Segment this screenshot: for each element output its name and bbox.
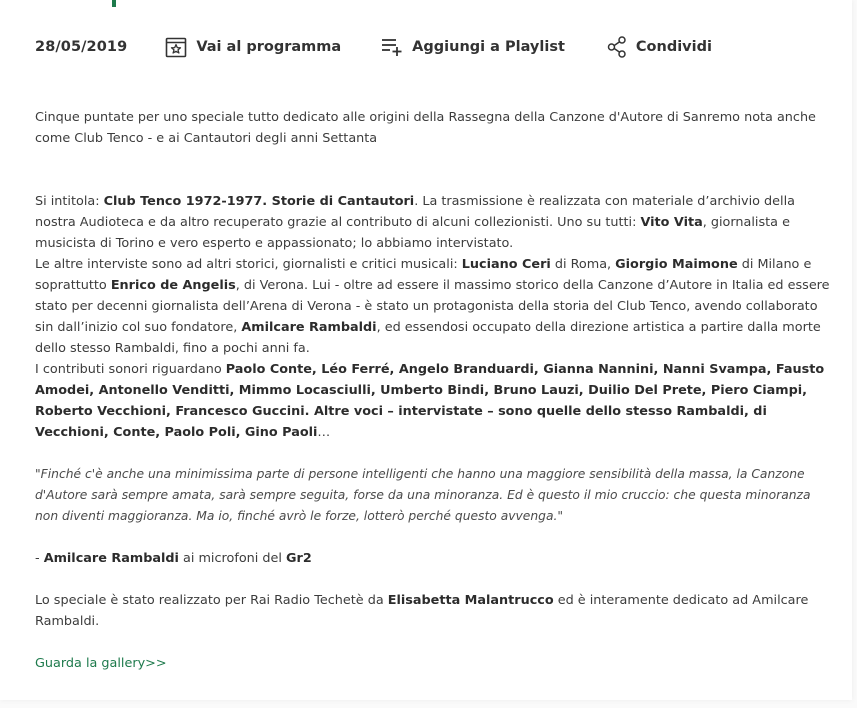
person-name: Enrico de Angelis bbox=[110, 278, 236, 293]
intro-paragraph: Cinque puntate per uno speciale tutto dedicato alle origini della Rassegna della Canzone d'Autore di Sanremo nota anche come Club Tenco - e ai Cantautori degli anni Settanta bbox=[35, 110, 816, 146]
person-name: Amilcare Rambaldi bbox=[43, 551, 179, 566]
gallery-link[interactable]: Guarda la gallery>> bbox=[35, 656, 167, 671]
rambaldi-quote: "Finché c'è anche una minimissima parte di persone intelligenti che hanno una maggiore sensibilità della massa, la Canzone d'Autore sarà sempre amata, sarà sempre seguita, forse da una minoranza. Ed è questo il mio cruccio: che questa minoranza non diventi maggioranza. Ma io, finché avrò le forze, lotterò perché questo avvenga." bbox=[35, 467, 811, 523]
add-to-playlist-label: Aggiungi a Playlist bbox=[412, 39, 565, 55]
artists-list: Paolo Conte, Léo Ferré, Angelo Branduardi, Gianna Nannini, Nanni Svampa, Fausto Amodei, Antonello Venditti, Mimmo Locasciulli, Umberto Bindi, Bruno Lauzi, Duilio Del Prete, Piero Ciampi, Roberto Vecchioni, Francesco Guccini. Altre voci – intervistate – sono quelle dello stesso Rambaldi, di Vecchioni, Conte, Paolo Poli, Gino Paoli bbox=[35, 362, 825, 440]
interviews-paragraph: Le altre interviste sono ad altri storici, giornalisti e critici musicali: Luciano Ceri di Roma, Giorgio Maimone di Milano e soprattutto Enrico de Angelis, di Verona. Lui - oltre ad essere il massimo storico della Canzone d’Autore in Italia ed essere stato per decenni giornalista dell’Arena di Verona - è stato un protagonista della storia del Club Tenco, avendo collaborato sin dall’inizio col suo fondatore, Amilcare Rambaldi, ed essendosi occupato della direzione artistica a partire dalla morte dello stesso Rambaldi, fino a pochi anni fa. bbox=[35, 257, 830, 356]
person-name: Elisabetta Malantrucco bbox=[387, 593, 554, 608]
gallery-paragraph bbox=[35, 653, 835, 674]
quote-attribution: - Amilcare Rambaldi ai microfoni del Gr2 bbox=[35, 551, 312, 566]
person-name: Luciano Ceri bbox=[461, 257, 551, 272]
go-to-program-label: Vai al programma bbox=[196, 39, 342, 55]
broadcaster-name: Gr2 bbox=[286, 551, 312, 566]
share-label: Condividi bbox=[635, 39, 712, 55]
person-name: Amilcare Rambaldi bbox=[241, 320, 377, 335]
add-to-playlist-button[interactable] bbox=[381, 37, 565, 57]
person-name: Vito Vita bbox=[640, 215, 703, 230]
contributions-paragraph: I contributi sonori riguardano Paolo Conte, Léo Ferré, Angelo Branduardi, Gianna Nannini, Nanni Svampa, Fausto Amodei, Antonello Venditti, Mimmo Locasciulli, Umberto Bindi, Bruno Lauzi, Duilio Del Prete, Piero Ciampi, Roberto Vecchioni, Francesco Guccini. Altre voci – intervistate – sono quelle dello stesso Rambaldi, di Vecchioni, Conte, Paolo Poli, Gino Paoli… bbox=[35, 362, 825, 440]
episode-description bbox=[35, 107, 835, 674]
star-calendar-icon bbox=[165, 36, 187, 58]
accent-bar bbox=[112, 0, 116, 7]
person-name: Giorgio Maimone bbox=[615, 257, 738, 272]
share-icon bbox=[607, 36, 627, 58]
playlist-add-icon bbox=[381, 37, 403, 57]
series-title: Club Tenco 1972-1977. Storie di Cantautori bbox=[103, 194, 415, 209]
credits-paragraph: Lo speciale è stato realizzato per Rai Radio Techetè da Elisabetta Malantrucco ed è interamente dedicato ad Amilcare Rambaldi. bbox=[35, 593, 809, 629]
episode-date: 28/05/2019 bbox=[35, 39, 128, 55]
title-paragraph: Si intitola: Club Tenco 1972-1977. Storie di Cantautori. La trasmissione è realizzata con materiale d’archivio della nostra Audioteca e da altro recuperato grazie al contributo di alcuni collezionisti. Uno su tutti: Vito Vita, giornalista e musicista di Torino e vero esperto e appassionato; lo abbiamo intervistato. bbox=[35, 194, 795, 251]
share-button[interactable] bbox=[607, 36, 712, 58]
go-to-program-button[interactable] bbox=[165, 36, 341, 58]
episode-action-bar bbox=[35, 35, 712, 59]
